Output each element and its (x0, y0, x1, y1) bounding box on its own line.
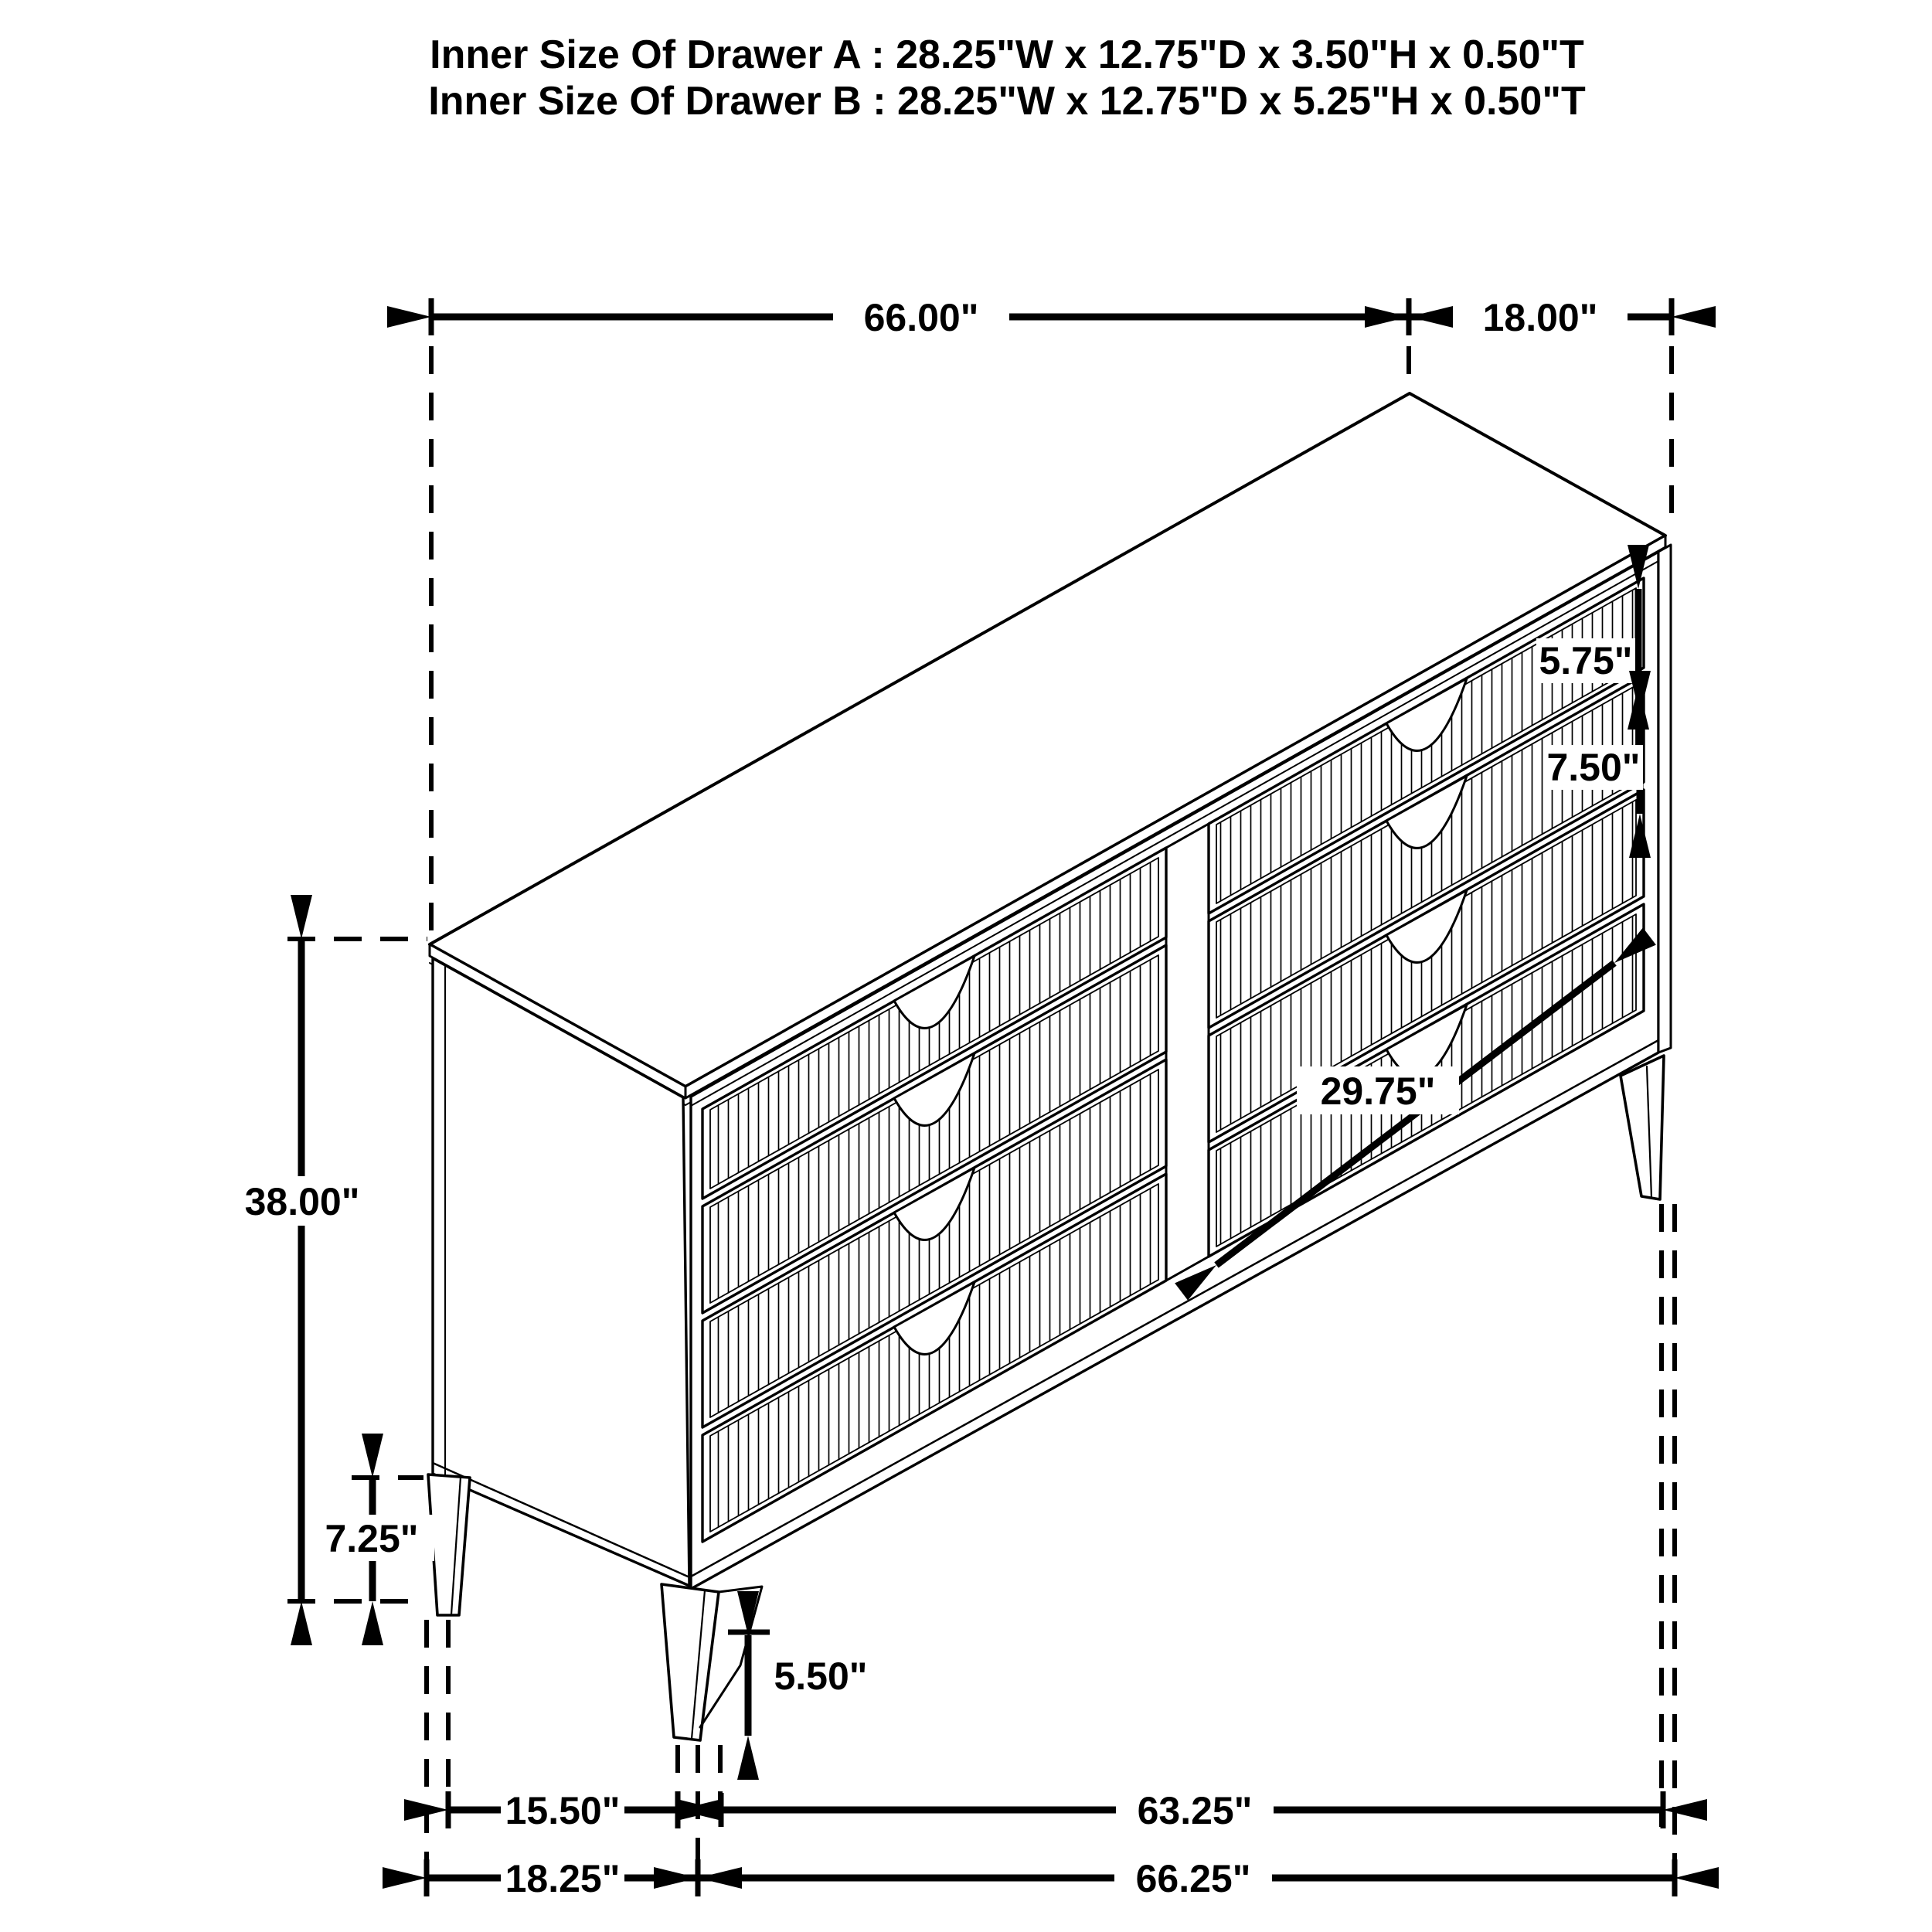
dim-drawer-b-height-label: 7.50" (1546, 746, 1641, 789)
center-divider (1166, 824, 1209, 1281)
dim-top-depth-label: 18.00" (1482, 296, 1598, 339)
dim-overall-width-floor-label: 66.25" (1135, 1857, 1251, 1900)
dim-overall-height-label: 38.00" (244, 1180, 360, 1223)
right-corner-band (1658, 545, 1671, 1053)
dim-top-width-label: 66.00" (863, 296, 979, 339)
dim-overall-depth-floor-label: 18.25" (505, 1857, 621, 1900)
dim-leg-spacing-width-label: 63.25" (1137, 1789, 1253, 1832)
dim-drawer-width-diagonal-label: 29.75" (1320, 1070, 1436, 1113)
dim-drawer-a-height-label: 5.75" (1539, 639, 1633, 682)
dim-leg-spacing-depth-label: 15.50" (505, 1789, 621, 1832)
title-line-1: Inner Size Of Drawer A : 28.25"W x 12.75"D x 3.50"H x 0.50"T (430, 32, 1584, 77)
dim-front-leg-height-label: 5.50" (774, 1655, 868, 1698)
title-line-2: Inner Size Of Drawer B : 28.25"W x 12.75"D x 5.25"H x 0.50"T (428, 79, 1586, 124)
dim-base-clearance-label: 7.25" (325, 1517, 419, 1560)
